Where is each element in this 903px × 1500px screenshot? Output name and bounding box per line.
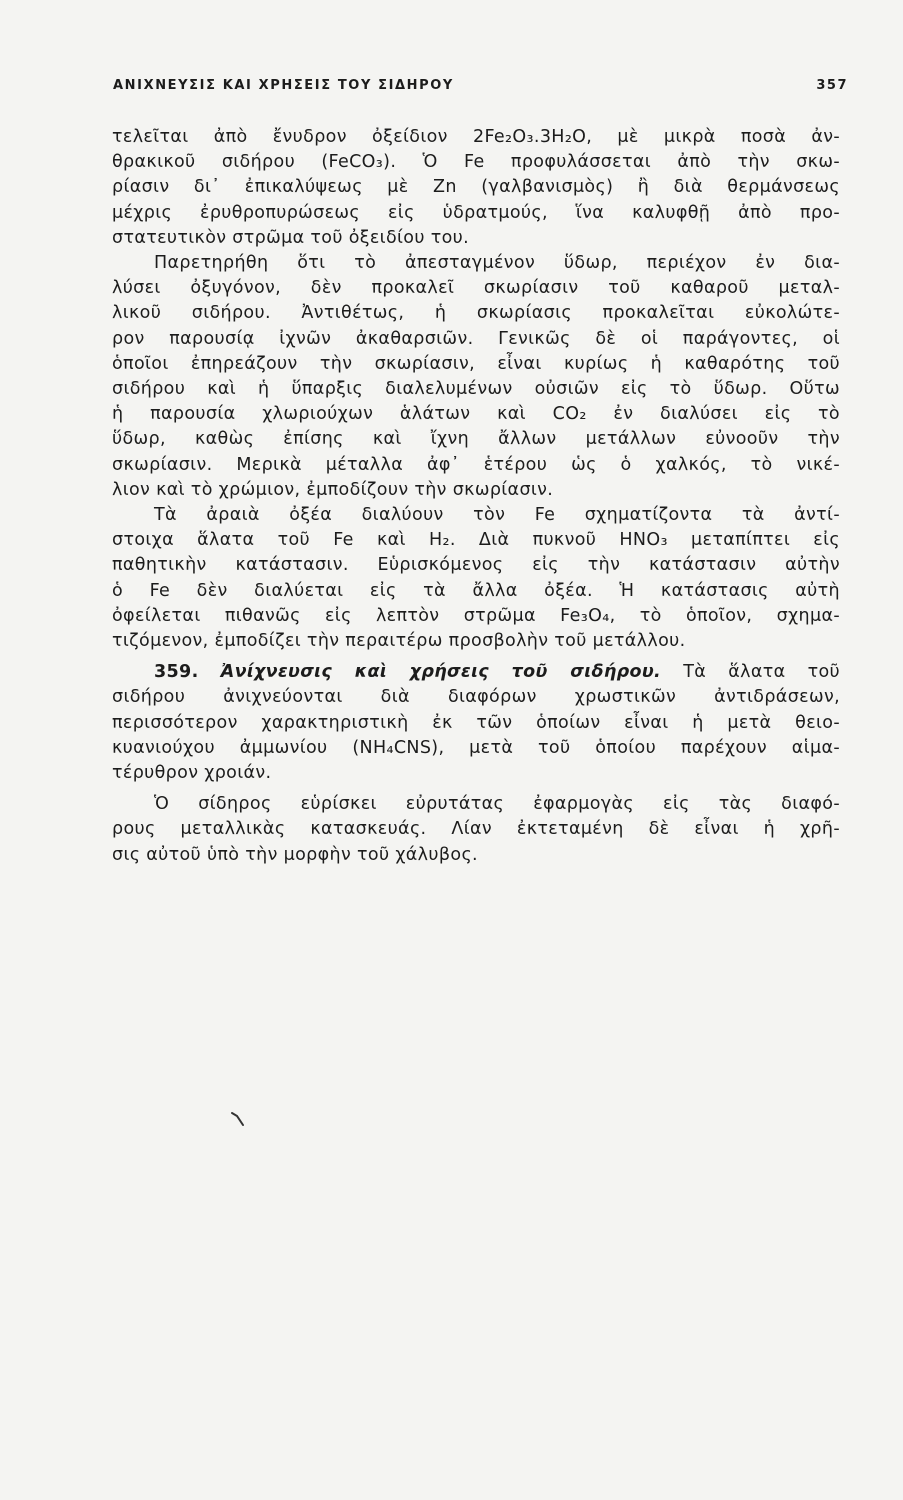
text-line: τελεῖται ἀπὸ ἔνυδρον ὀξείδιον 2Fe₂O₃.3H₂O, μὲ μικρὰ ποσὰ ἀν- (112, 127, 840, 147)
text-line: ρον παρουσίᾳ ἰχνῶν ἀκαθαρσιῶν. Γενικῶς δὲ οἱ παράγοντες, οἱ (112, 328, 840, 349)
text-line: σκωρίασιν. Μερικὰ μέταλλα ἀφ᾽ ἑτέρου ὡς ὁ χαλκός, τὸ νικέ- (112, 454, 840, 475)
text-line: λύσει ὀξυγόνον, δὲν προκαλεῖ σκωρίασιν τοῦ καθαροῦ μεταλ- (112, 278, 840, 299)
text-line: κυανιούχου ἀμμωνίου (NH₄CNS), μετὰ τοῦ ὁποίου παρέχουν αἱμα- (112, 737, 840, 758)
section-359 (112, 660, 840, 786)
section-title: Ἀνίχνευσις καὶ χρήσεις τοῦ σιδήρου. (220, 662, 662, 683)
text-line: ὕδωρ, καθὼς ἐπίσης καὶ ἴχνη ἄλλων μετάλλων εὐνοοῦν τὴν (112, 429, 840, 450)
text-line: λικοῦ σιδήρου. Ἀντιθέτως, ἡ σκωρίασις προκαλεῖται εὐκολώτε- (112, 303, 840, 324)
paragraph-2 (112, 251, 840, 503)
text-line: θρακικοῦ σιδήρου (FeCO₃). Ὁ Fe προφυλάσσεται ἀπὸ τὴν σκω- (112, 152, 840, 173)
text-line: ἡ παρουσία χλωριούχων ἁλάτων καὶ CO₂ ἐν διαλύσει εἰς τὸ (112, 404, 840, 425)
stray-ink-mark (229, 1110, 249, 1130)
text-line: σιδήρου ἀνιχνεύονται διὰ διαφόρων χρωστικῶν ἀντιδράσεων, (112, 687, 840, 708)
running-title: ΑΝΙΧΝΕΥΣΙΣ ΚΑΙ ΧΡΗΣΕΙΣ ΤΟΥ ΣΙΔΗΡΟΥ (113, 78, 454, 93)
text-line: ὁ Fe δὲν διαλύεται εἰς τὰ ἄλλα ὀξέα. Ἡ κατάστασις αὐτὴ (112, 580, 840, 601)
paragraph-1 (112, 125, 840, 251)
text-line: περισσότερον χαρακτηριστικὴ ἐκ τῶν ὁποίων εἶναι ἡ μετὰ θειο- (112, 712, 840, 733)
text-line: λιον καὶ τὸ χρώμιον, ἐμποδίζουν τὴν σκωρίασιν. (112, 479, 554, 500)
section-number: 359. (154, 662, 199, 683)
paragraph-3 (112, 503, 840, 654)
text-line: Ὁ σίδηρος εὑρίσκει εὐρυτάτας ἐφαρμογὰς εἰς τὰς διαφό- (154, 794, 840, 815)
paragraph-5 (112, 792, 840, 868)
section-first-line-text: Τὰ ἅλατα τοῦ (683, 662, 841, 683)
text-line: Παρετηρήθη ὅτι τὸ ἀπεσταγμένον ὕδωρ, περιέχον ἐν δια- (154, 253, 840, 274)
text-line: ὀφείλεται πιθανῶς εἰς λεπτὸν στρῶμα Fe₃O₄, τὸ ὁποῖον, σχημα- (112, 605, 840, 626)
text-line: σις αὐτοῦ ὑπὸ τὴν μορφὴν τοῦ χάλυβος. (112, 844, 478, 865)
text-line: παθητικὴν κατάστασιν. Εὑρισκόμενος εἰς τὴν κατάστασιν αὐτὴν (112, 555, 840, 576)
page-number: 357 (816, 78, 848, 93)
text-line: σιδήρου καὶ ἡ ὕπαρξις διαλελυμένων οὐσιῶν εἰς τὸ ὕδωρ. Οὕτω (112, 379, 840, 400)
text-line: τιζόμενον, ἐμποδίζει τὴν περαιτέρω προσβολὴν τοῦ μετάλλου. (112, 631, 686, 652)
text-line: Τὰ ἀραιὰ ὀξέα διαλύουν τὸν Fe σχηματίζοντα τὰ ἀντί- (154, 505, 840, 526)
page-header (113, 78, 848, 102)
text-line: στατευτικὸν στρῶμα τοῦ ὀξειδίου του. (112, 227, 470, 248)
section-heading-line (112, 660, 840, 685)
text-line: ρίασιν δι᾽ ἐπικαλύψεως μὲ Zn (γαλβανισμὸς) ἢ διὰ θερμάνσεως (112, 177, 840, 198)
text-line: τέρυθρον χροιάν. (112, 763, 272, 784)
text-line: ρους μεταλλικὰς κατασκευάς. Λίαν ἐκτεταμένη δὲ εἶναι ἡ χρῆ- (112, 819, 840, 840)
body-text (112, 125, 840, 868)
text-line: μέχρις ἐρυθροπυρώσεως εἰς ὑδρατμούς, ἵνα καλυφθῇ ἀπὸ προ- (112, 202, 840, 223)
text-line: ὁποῖοι ἐπηρεάζουν τὴν σκωρίασιν, εἶναι κυρίως ἡ καθαρότης τοῦ (112, 353, 840, 374)
text-line: στοιχα ἅλατα τοῦ Fe καὶ H₂. Διὰ πυκνοῦ HNO₃ μεταπίπτει εἰς (112, 530, 840, 551)
